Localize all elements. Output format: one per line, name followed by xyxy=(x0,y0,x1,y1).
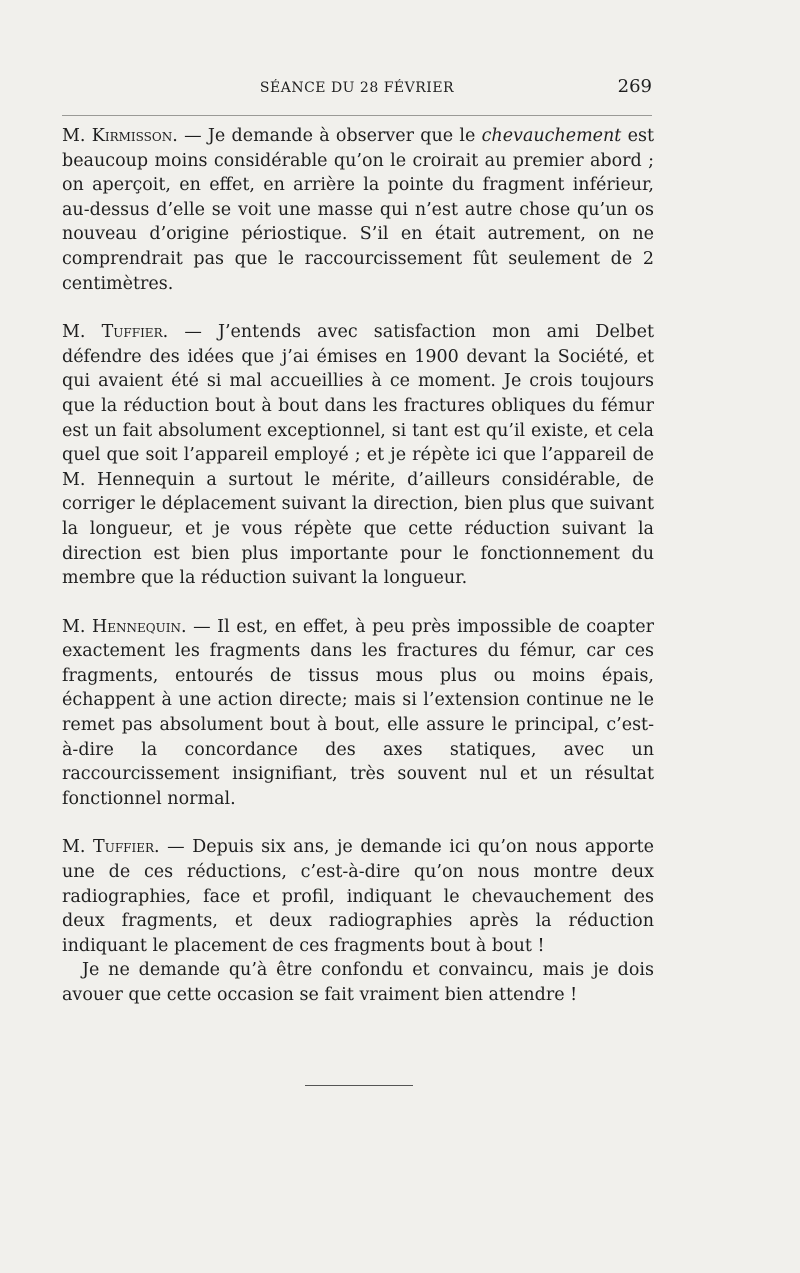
speaker-name: M. Hennequin. xyxy=(62,616,187,637)
end-rule xyxy=(305,1085,413,1086)
paragraph-kirmisson xyxy=(62,124,654,296)
running-title: SÉANCE DU 28 FÉVRIER xyxy=(259,80,455,96)
emphasized-word: chevauchement xyxy=(481,126,622,146)
speaker-name: M. Kirmisson. xyxy=(62,126,178,146)
header-rule xyxy=(62,115,652,116)
paragraph-tuffier-3 xyxy=(62,958,654,1007)
running-head xyxy=(62,76,652,102)
paragraph-text: — J’entends avec satisfaction mon ami Delbet défendre des idées que j’ai émises en 1900 devant la Société, et qui avaient été si mal accueillies à ce moment. Je crois toujours que la réduction bout à bout dans les fractures obliques du fémur est un fait absolument exceptionnel, si tant est qu’il existe, et cela quel que soit l’appareil employé ; et je répète ici que l’appareil de M. Hennequin a surtout le mérite, d’ailleurs considérable, de corriger le déplacement suivant la direction, bien plus que suivant la longueur, et je vous répète que cette réduction suivant la direction est bien plus importante pour le fonctionnement du membre que la réduction suivant la longueur. xyxy=(62,322,654,589)
paragraph-text: est beaucoup moins considérable qu’on le croirait au premier abord ; on aperçoit, en effet, en arrière la pointe du fragment inférieur, au-dessus d’elle se voit une masse qui n’est autre chose qu’un os nouveau d’origine périostique. S’il en était autrement, on ne comprendrait pas que le raccourcissement fût seulement de 2 centimètres. xyxy=(62,126,654,294)
paragraph-text: — Il est, en effet, à peu près impossible de coapter exactement les fragments dans les fractures du fémur, car ces fragments, entourés de tissus mous plus ou moins épais, échappent à une action directe; mais si l’extension continue ne le remet pas absolument bout à bout, elle assure le principal, c’est-à-dire la concordance des axes statiques, avec un raccourcissement insignifiant, très souvent nul et un résultat fonctionnel normal. xyxy=(62,616,654,809)
page-number: 269 xyxy=(617,76,652,97)
paragraph-text: — Je demande à observer que le xyxy=(177,126,482,146)
speaker-name: M. Tuffier. xyxy=(62,837,160,858)
paragraph-tuffier-1 xyxy=(62,320,654,591)
speaker-name: M. Tuffier. xyxy=(62,322,169,343)
body-text xyxy=(62,124,654,1008)
paragraph-text: — Depuis six ans, je demande ici qu’on nous apporte une de ces réductions, c’est-à-dire qu’on nous montre deux radiographies, face et profil, indiquant le chevauchement des deux fragments, et deux radiographies après la réduction indiquant le placement de ces fragments bout à bout ! xyxy=(62,837,654,956)
paragraph-hennequin xyxy=(62,615,654,812)
paragraph-tuffier-2 xyxy=(62,835,654,958)
paragraph-text: Je ne demande qu’à être confondu et convaincu, mais je dois avouer que cette occasion se fait vraiment bien attendre ! xyxy=(62,960,654,1005)
